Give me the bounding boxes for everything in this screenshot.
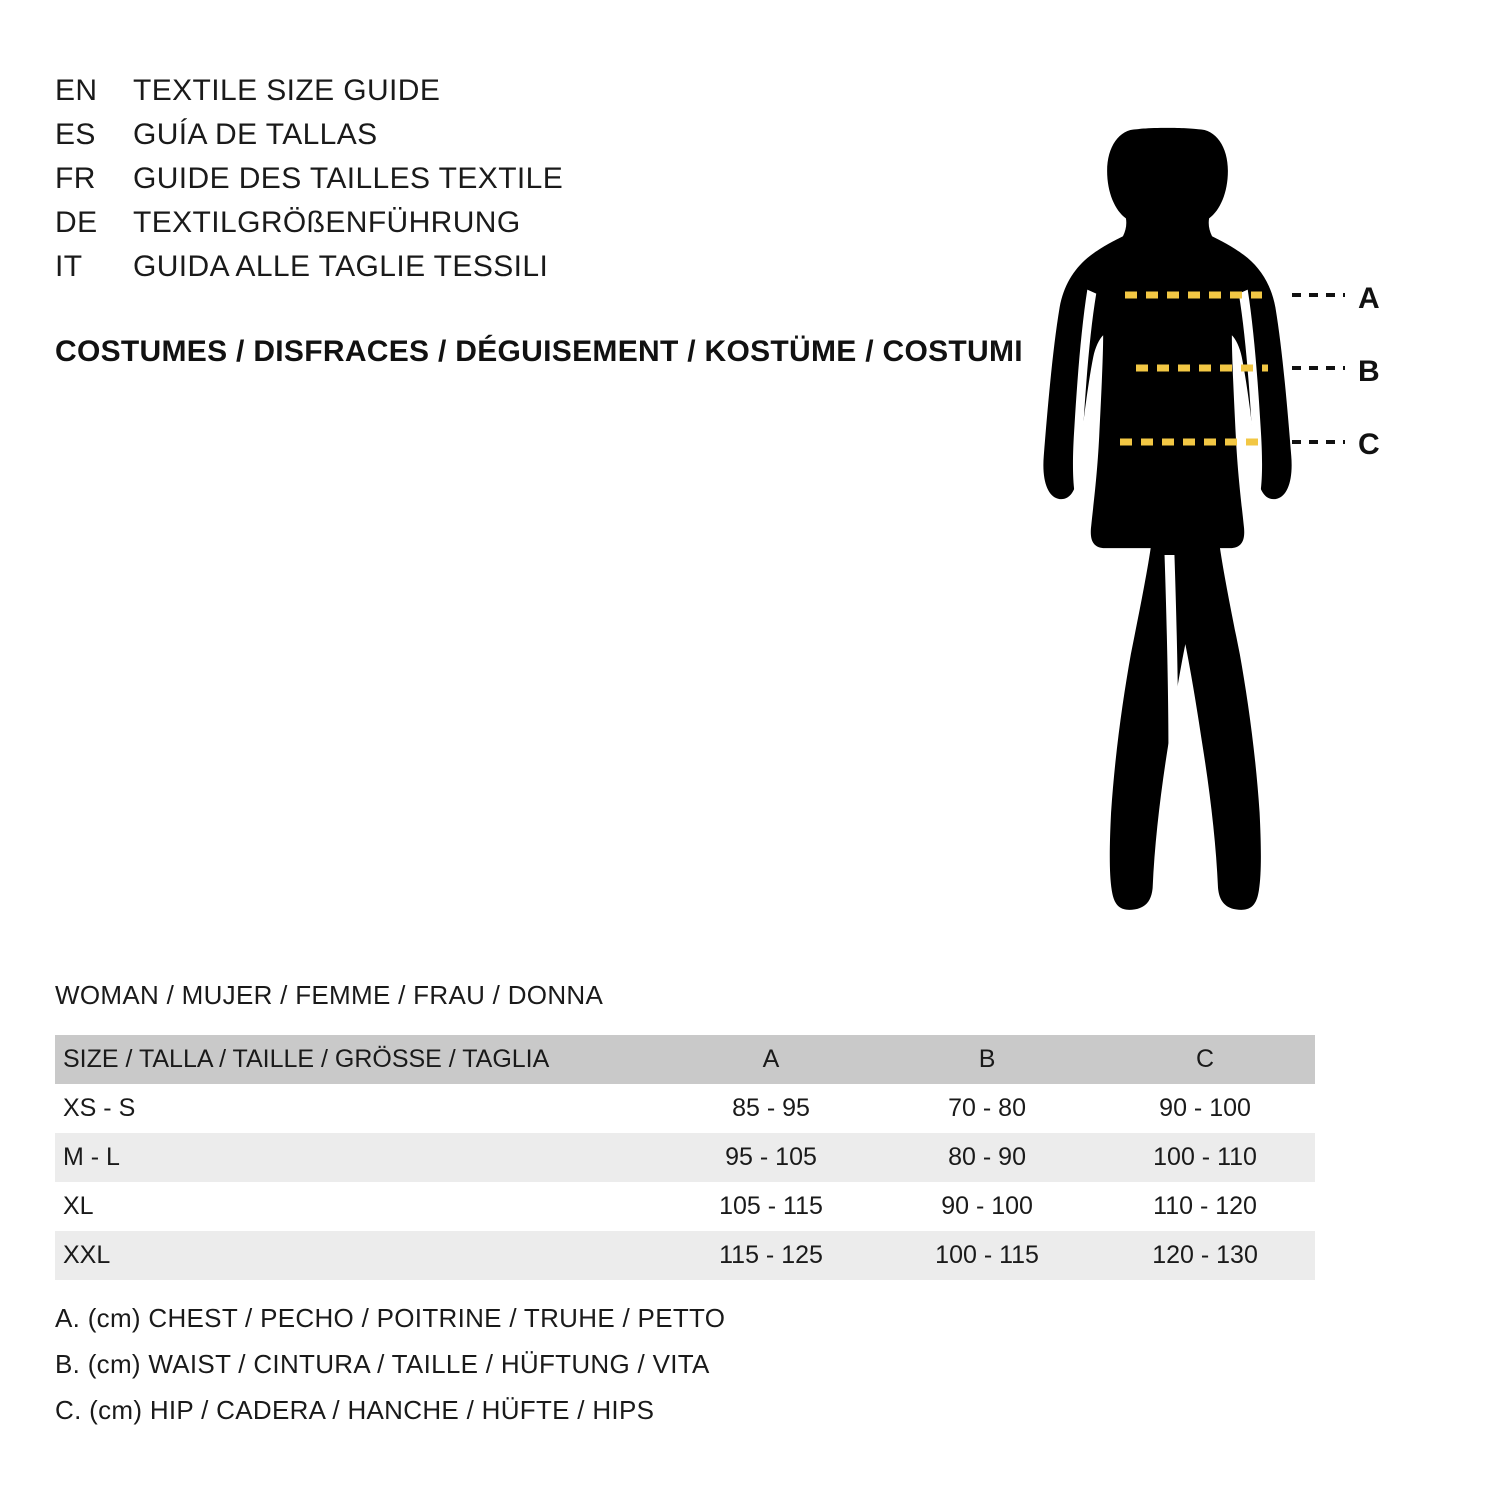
language-text-en: TEXTILE SIZE GUIDE [133,74,441,107]
language-list [55,74,1005,294]
silhouette-icon [1040,60,1460,940]
table-cell-a: 95 - 105 [725,1143,817,1171]
table-cell-a: 85 - 95 [732,1094,810,1122]
legend-item-b: B. (cm) WAIST / CINTURA / TAILLE / HÜFTUNG / VITA [55,1349,710,1379]
table-row [55,1133,1315,1182]
table-header-size: SIZE / TALLA / TAILLE / GRÖSSE / TAGLIA [63,1045,550,1073]
language-row-fr [55,162,1005,206]
table-cell-a: 115 - 125 [719,1241,823,1269]
language-code-it: IT [55,250,83,283]
legend-item-a: A. (cm) CHEST / PECHO / POITRINE / TRUHE / PETTO [55,1303,726,1333]
table-cell-b: 100 - 115 [935,1241,1039,1269]
category-title: COSTUMES / DISFRACES / DÉGUISEMENT / KOSTÜME / COSTUMI [55,335,1023,368]
table-cell-size: XL [63,1192,94,1220]
table-row [55,1182,1315,1231]
table-header-a: A [762,1045,780,1073]
language-text-de: TEXTILGRÖßENFÜHRUNG [133,206,521,239]
table-cell-c: 110 - 120 [1153,1192,1257,1220]
measure-label-a: A [1358,282,1380,315]
language-row-es [55,118,1005,162]
table-title: WOMAN / MUJER / FEMME / FRAU / DONNA [55,980,604,1010]
table-cell-b: 80 - 90 [948,1143,1026,1171]
table-cell-b: 90 - 100 [941,1192,1033,1220]
table-cell-a: 105 - 115 [719,1192,823,1220]
table-cell-c: 100 - 110 [1153,1143,1257,1171]
table-cell-size: XXL [63,1241,111,1269]
table-row [55,1231,1315,1280]
measure-label-c: C [1358,428,1380,461]
table-cell-c: 120 - 130 [1152,1241,1258,1269]
table-header-row [55,1035,1315,1084]
table-cell-size: M - L [63,1143,120,1171]
language-text-fr: GUIDE DES TAILLES TEXTILE [133,162,564,195]
measurement-legend [55,1295,725,1433]
table-row [55,1084,1315,1133]
language-row-en [55,74,1005,118]
legend-item-c: C. (cm) HIP / CADERA / HANCHE / HÜFTE / HIPS [55,1395,655,1425]
language-text-es: GUÍA DE TALLAS [133,118,378,151]
language-code-fr: FR [55,162,96,195]
measure-label-b: B [1358,355,1380,388]
table-header-b: B [978,1045,996,1073]
language-code-es: ES [55,118,96,151]
female-silhouette-diagram [1040,60,1460,940]
language-row-de [55,206,1005,250]
language-code-en: EN [55,74,98,107]
language-text-it: GUIDA ALLE TAGLIE TESSILI [133,250,549,283]
table-cell-size: XS - S [63,1094,136,1122]
size-table [55,1035,1315,1280]
language-row-it [55,250,1005,294]
table-header-c: C [1196,1045,1215,1073]
table-cell-b: 70 - 80 [948,1094,1026,1122]
language-code-de: DE [55,206,98,239]
table-cell-c: 90 - 100 [1159,1094,1251,1122]
